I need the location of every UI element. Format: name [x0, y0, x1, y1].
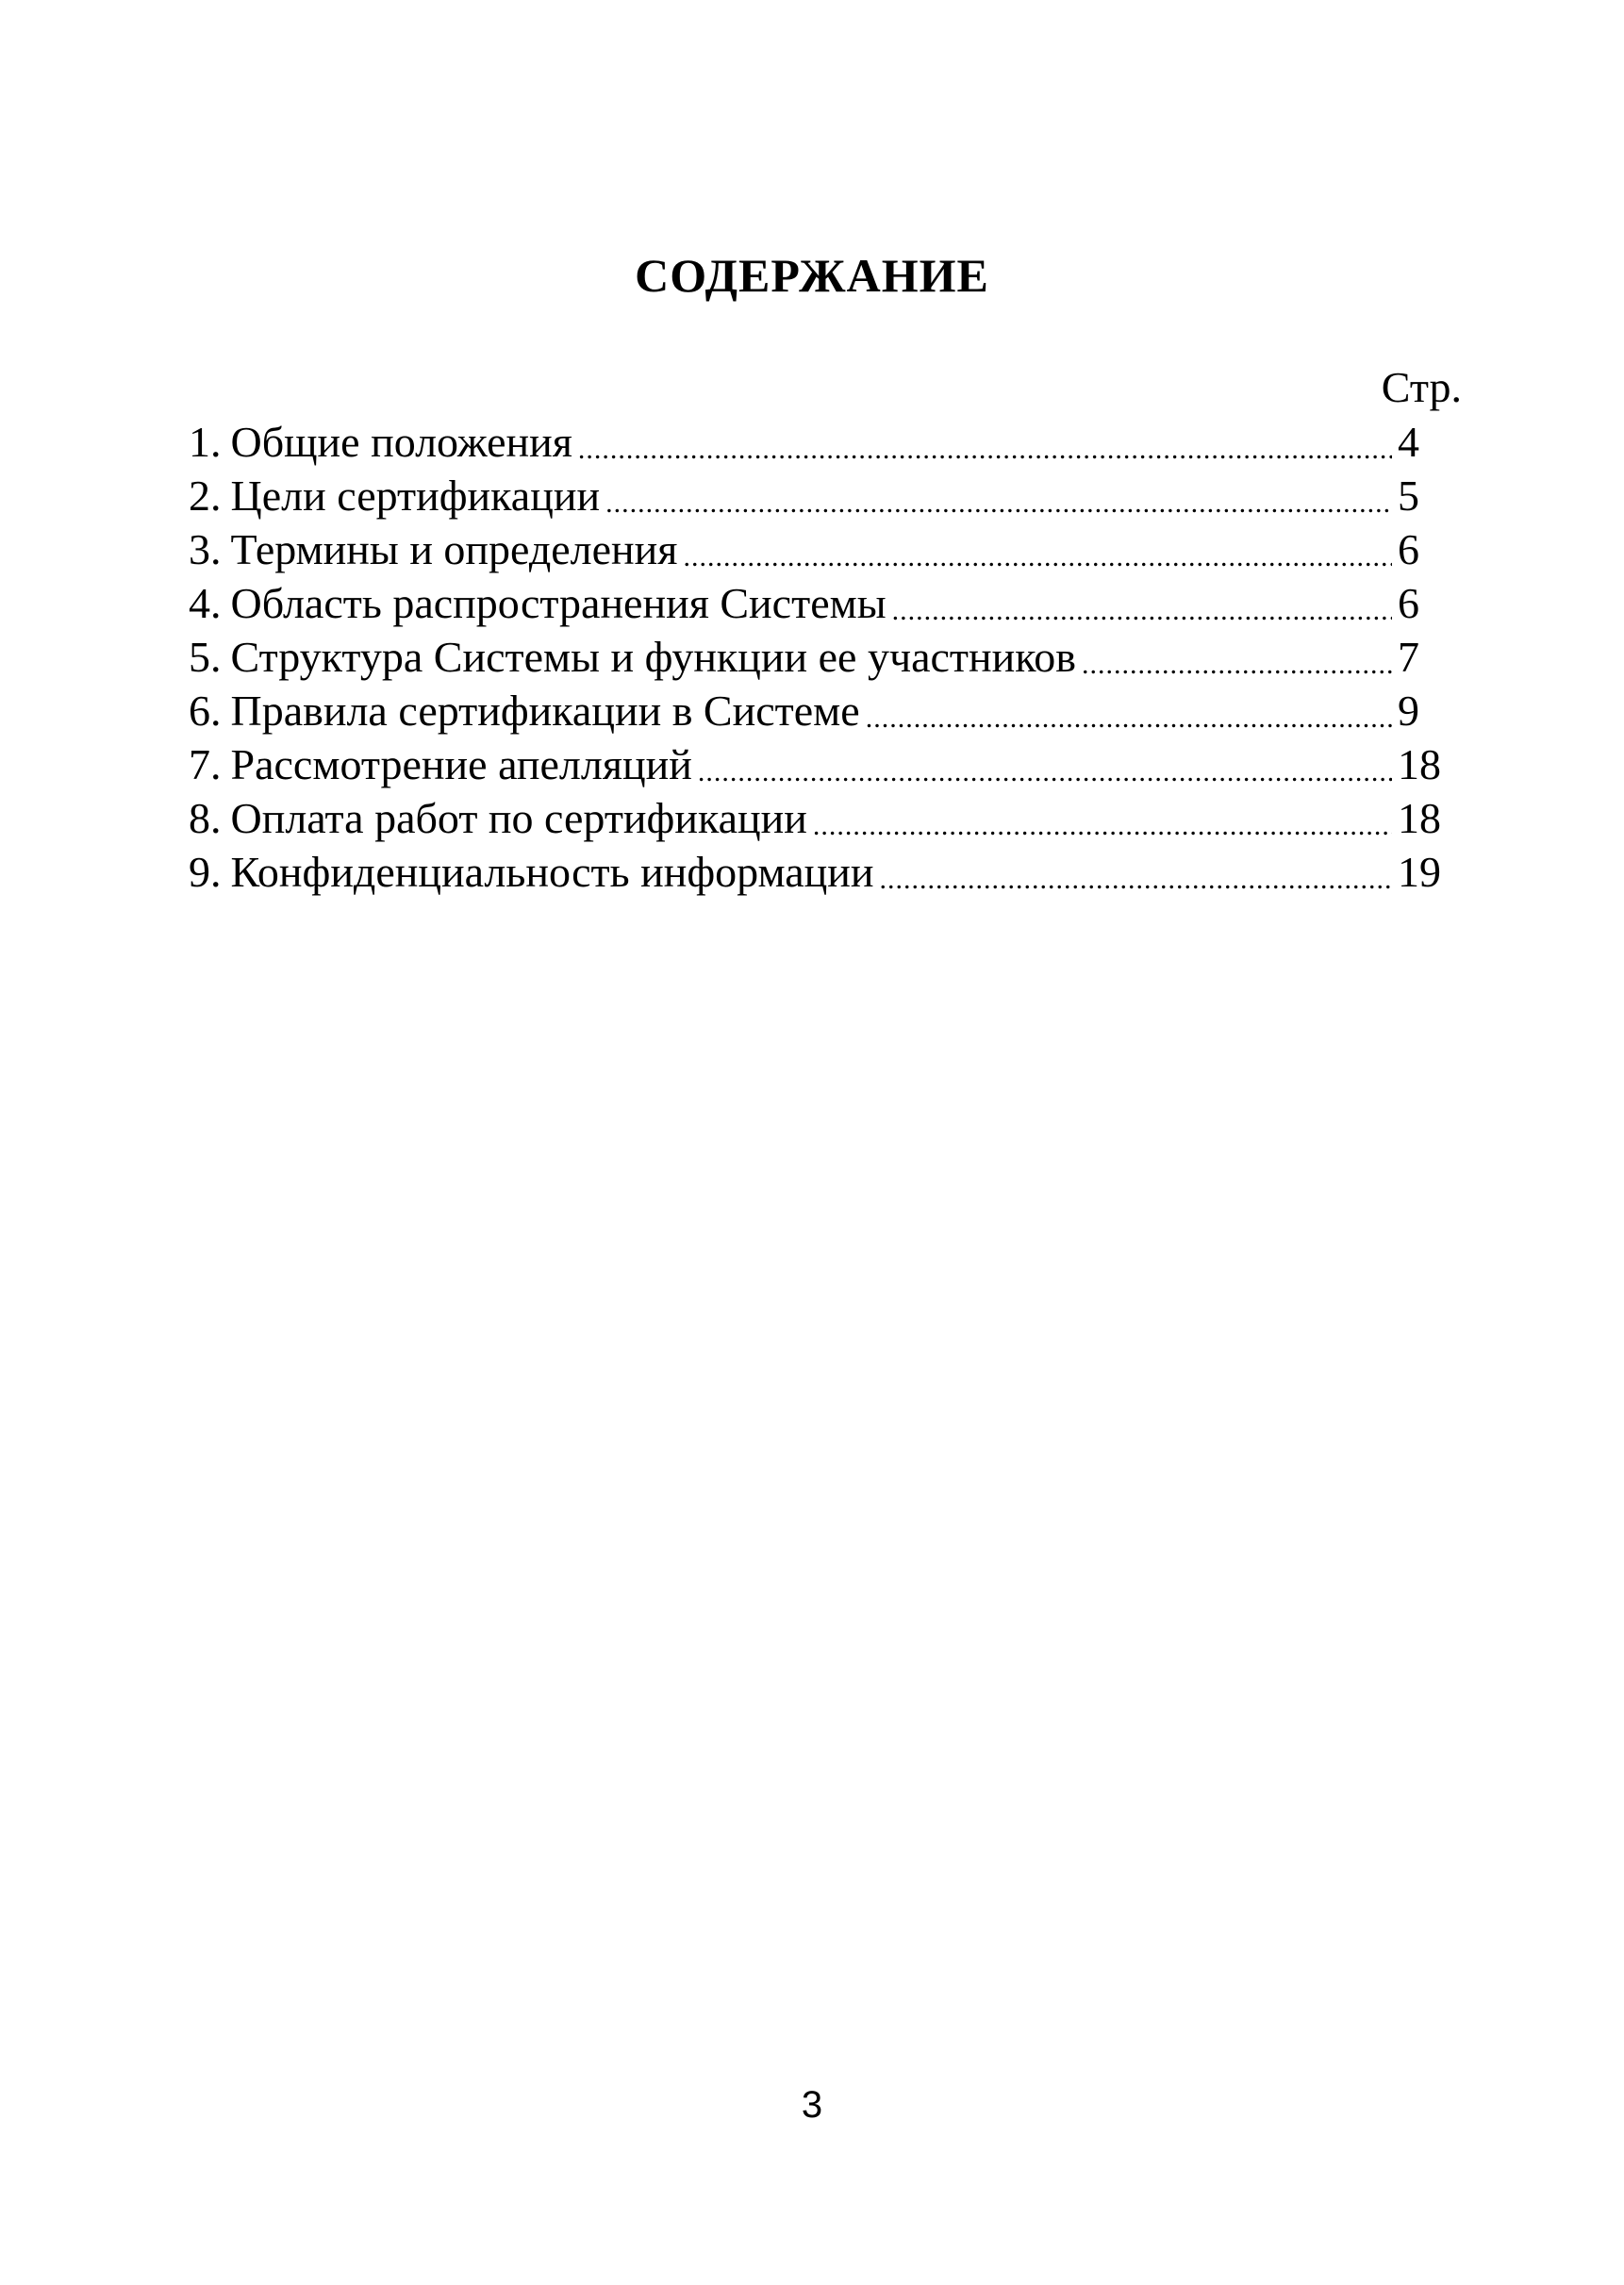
toc-entry-title: Рассмотрение апелляций [230, 740, 692, 788]
toc-entry-page: 5 [1398, 472, 1419, 520]
table-of-contents [189, 415, 1452, 899]
toc-leader-dots [880, 847, 1392, 890]
toc-entry-number: 6. [189, 687, 222, 735]
toc-entry-page: 4 [1398, 418, 1419, 466]
toc-leader-dots [605, 471, 1392, 514]
toc-entry-number: 1. [189, 418, 222, 466]
toc-entry-number: 3. [189, 525, 222, 573]
pages-column-label: Стр. [1381, 363, 1462, 411]
page-title: СОДЕРЖАНИЕ [635, 249, 989, 302]
toc-entry-page: 9 [1398, 687, 1419, 735]
toc-leader-dots [813, 793, 1392, 836]
toc-entry-number: 4. [189, 579, 222, 627]
page-number: 3 [801, 2084, 823, 2126]
toc-entry-title: Оплата работ по сертификации [230, 794, 807, 842]
toc-entry-title: Правила сертификации в Системе [230, 687, 860, 735]
toc-entry [189, 576, 1452, 630]
toc-entry-number: 8. [189, 794, 222, 842]
toc-entry-page: 18 [1398, 794, 1441, 842]
toc-entry-title: Общие положения [230, 418, 572, 466]
toc-leader-dots [698, 739, 1392, 783]
toc-entry [189, 845, 1452, 899]
toc-entry-number: 5. [189, 633, 222, 681]
toc-entry-number: 2. [189, 472, 222, 520]
toc-entry-title: Область распространения Системы [230, 579, 887, 627]
toc-entry-title: Конфиденциальность информации [230, 848, 874, 896]
toc-entry-title: Цели сертификации [230, 472, 601, 520]
toc-leader-dots [1082, 632, 1392, 675]
toc-entry [189, 737, 1452, 791]
toc-entry-page: 6 [1398, 579, 1419, 627]
toc-entry-title: Термины и определения [230, 525, 678, 573]
toc-leader-dots [892, 578, 1392, 621]
toc-entry-number: 9. [189, 848, 222, 896]
toc-entry [189, 522, 1452, 576]
toc-entry [189, 469, 1452, 522]
toc-leader-dots [578, 417, 1392, 460]
toc-entry-title: Структура Системы и функции ее участников [230, 633, 1077, 681]
toc-entry-page: 6 [1398, 525, 1419, 573]
toc-leader-dots [683, 524, 1392, 568]
toc-entry [189, 630, 1452, 684]
toc-entry-page: 18 [1398, 740, 1441, 788]
toc-entry-page: 7 [1398, 633, 1419, 681]
toc-leader-dots [866, 686, 1392, 729]
toc-entry [189, 791, 1452, 845]
toc-entry [189, 415, 1452, 469]
toc-entry [189, 684, 1452, 737]
toc-entry-number: 7. [189, 740, 222, 788]
toc-entry-page: 19 [1398, 848, 1441, 896]
